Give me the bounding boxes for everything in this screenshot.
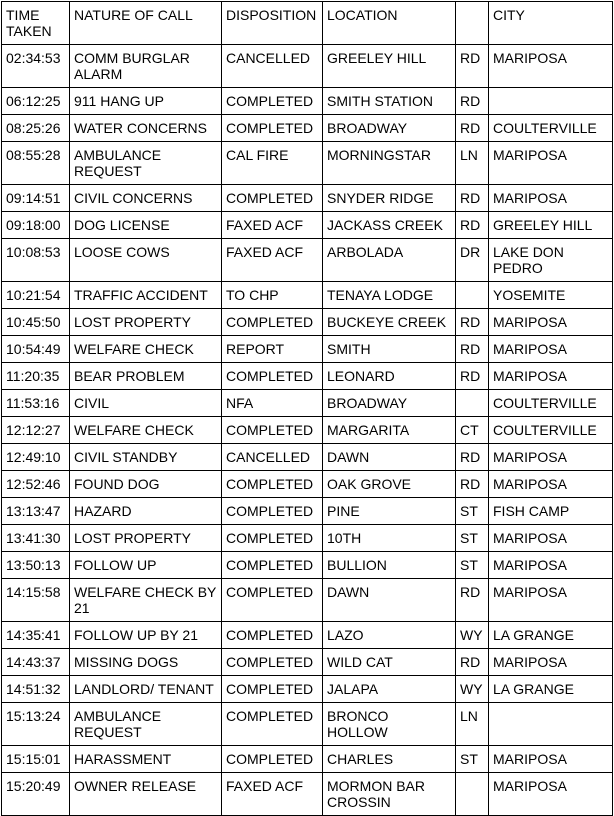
- location-cell: PINE: [323, 498, 456, 525]
- disposition-cell: FAXED ACF: [222, 773, 323, 816]
- nature-cell: COMM BURGLAR ALARM: [70, 45, 222, 88]
- table-row: [2, 142, 613, 185]
- time-cell: 09:18:00: [2, 212, 70, 239]
- disposition-cell: COMPLETED: [222, 185, 323, 212]
- table-row: [2, 336, 613, 363]
- location-cell: LEONARD: [323, 363, 456, 390]
- city-cell: MARIPOSA: [489, 525, 613, 552]
- time-cell: 14:35:41: [2, 622, 70, 649]
- nature-cell: WELFARE CHECK: [70, 336, 222, 363]
- disposition-cell: CAL FIRE: [222, 142, 323, 185]
- disposition-cell: COMPLETED: [222, 417, 323, 444]
- disposition-cell: NFA: [222, 390, 323, 417]
- city-cell: FISH CAMP: [489, 498, 613, 525]
- table-row: [2, 185, 613, 212]
- city-cell: MARIPOSA: [489, 552, 613, 579]
- header-suffix: [456, 2, 489, 45]
- time-cell: 14:51:32: [2, 676, 70, 703]
- table-row: [2, 498, 613, 525]
- location-cell: JALAPA: [323, 676, 456, 703]
- table-row: [2, 239, 613, 282]
- table-row: [2, 649, 613, 676]
- location-cell: CHARLES: [323, 746, 456, 773]
- city-cell: MARIPOSA: [489, 444, 613, 471]
- suffix-cell: ST: [456, 552, 489, 579]
- table-row: [2, 390, 613, 417]
- table-row: [2, 417, 613, 444]
- nature-cell: BEAR PROBLEM: [70, 363, 222, 390]
- table-row: [2, 579, 613, 622]
- nature-cell: DOG LICENSE: [70, 212, 222, 239]
- suffix-cell: [456, 773, 489, 816]
- time-cell: 12:52:46: [2, 471, 70, 498]
- suffix-cell: RD: [456, 579, 489, 622]
- time-cell: 11:20:35: [2, 363, 70, 390]
- suffix-cell: [456, 390, 489, 417]
- disposition-cell: CANCELLED: [222, 444, 323, 471]
- call-log-table: [1, 1, 613, 816]
- location-cell: BRONCO HOLLOW: [323, 703, 456, 746]
- table-row: [2, 552, 613, 579]
- disposition-cell: COMPLETED: [222, 579, 323, 622]
- suffix-cell: RD: [456, 649, 489, 676]
- table-row: [2, 703, 613, 746]
- table-row: [2, 525, 613, 552]
- disposition-cell: COMPLETED: [222, 622, 323, 649]
- table-row: [2, 622, 613, 649]
- nature-cell: AMBULANCE REQUEST: [70, 142, 222, 185]
- location-cell: GREELEY HILL: [323, 45, 456, 88]
- suffix-cell: [456, 282, 489, 309]
- nature-cell: LOOSE COWS: [70, 239, 222, 282]
- time-cell: 13:50:13: [2, 552, 70, 579]
- city-cell: MARIPOSA: [489, 142, 613, 185]
- city-cell: COULTERVILLE: [489, 417, 613, 444]
- city-cell: COULTERVILLE: [489, 390, 613, 417]
- suffix-cell: WY: [456, 676, 489, 703]
- location-cell: DAWN: [323, 579, 456, 622]
- nature-cell: LOST PROPERTY: [70, 309, 222, 336]
- disposition-cell: COMPLETED: [222, 676, 323, 703]
- table-row: [2, 471, 613, 498]
- location-cell: OAK GROVE: [323, 471, 456, 498]
- nature-cell: HARASSMENT: [70, 746, 222, 773]
- city-cell: MARIPOSA: [489, 773, 613, 816]
- time-cell: 10:08:53: [2, 239, 70, 282]
- header-location: LOCATION: [323, 2, 456, 45]
- time-cell: 14:43:37: [2, 649, 70, 676]
- city-cell: [489, 703, 613, 746]
- time-cell: 08:25:26: [2, 115, 70, 142]
- location-cell: JACKASS CREEK: [323, 212, 456, 239]
- suffix-cell: RD: [456, 363, 489, 390]
- table-row: [2, 773, 613, 816]
- suffix-cell: RD: [456, 115, 489, 142]
- location-cell: 10TH: [323, 525, 456, 552]
- table-body: [2, 45, 613, 816]
- disposition-cell: COMPLETED: [222, 703, 323, 746]
- nature-cell: 911 HANG UP: [70, 88, 222, 115]
- disposition-cell: FAXED ACF: [222, 239, 323, 282]
- table-row: [2, 212, 613, 239]
- city-cell: YOSEMITE: [489, 282, 613, 309]
- city-cell: MARIPOSA: [489, 363, 613, 390]
- table-row: [2, 676, 613, 703]
- suffix-cell: RD: [456, 45, 489, 88]
- suffix-cell: WY: [456, 622, 489, 649]
- time-cell: 08:55:28: [2, 142, 70, 185]
- time-cell: 15:13:24: [2, 703, 70, 746]
- nature-cell: FOLLOW UP: [70, 552, 222, 579]
- time-cell: 12:49:10: [2, 444, 70, 471]
- table-row: [2, 444, 613, 471]
- nature-cell: FOLLOW UP BY 21: [70, 622, 222, 649]
- table-row: [2, 746, 613, 773]
- disposition-cell: REPORT: [222, 336, 323, 363]
- time-cell: 12:12:27: [2, 417, 70, 444]
- time-cell: 13:41:30: [2, 525, 70, 552]
- city-cell: MARIPOSA: [489, 471, 613, 498]
- time-cell: 15:20:49: [2, 773, 70, 816]
- header-nature-of-call: NATURE OF CALL: [70, 2, 222, 45]
- location-cell: WILD CAT: [323, 649, 456, 676]
- disposition-cell: FAXED ACF: [222, 212, 323, 239]
- location-cell: TENAYA LODGE: [323, 282, 456, 309]
- location-cell: MARGARITA: [323, 417, 456, 444]
- nature-cell: AMBULANCE REQUEST: [70, 703, 222, 746]
- disposition-cell: COMPLETED: [222, 525, 323, 552]
- time-cell: 10:21:54: [2, 282, 70, 309]
- city-cell: LA GRANGE: [489, 622, 613, 649]
- city-cell: MARIPOSA: [489, 309, 613, 336]
- suffix-cell: RD: [456, 336, 489, 363]
- suffix-cell: ST: [456, 525, 489, 552]
- city-cell: MARIPOSA: [489, 45, 613, 88]
- disposition-cell: COMPLETED: [222, 115, 323, 142]
- nature-cell: LANDLORD/ TENANT: [70, 676, 222, 703]
- location-cell: ARBOLADA: [323, 239, 456, 282]
- location-cell: MORMON BAR CROSSIN: [323, 773, 456, 816]
- nature-cell: CIVIL CONCERNS: [70, 185, 222, 212]
- location-cell: LAZO: [323, 622, 456, 649]
- disposition-cell: COMPLETED: [222, 363, 323, 390]
- suffix-cell: RD: [456, 212, 489, 239]
- suffix-cell: CT: [456, 417, 489, 444]
- disposition-cell: COMPLETED: [222, 552, 323, 579]
- suffix-cell: RD: [456, 185, 489, 212]
- suffix-cell: LN: [456, 703, 489, 746]
- nature-cell: FOUND DOG: [70, 471, 222, 498]
- city-cell: COULTERVILLE: [489, 115, 613, 142]
- nature-cell: TRAFFIC ACCIDENT: [70, 282, 222, 309]
- location-cell: DAWN: [323, 444, 456, 471]
- city-cell: LA GRANGE: [489, 676, 613, 703]
- header-city: CITY: [489, 2, 613, 45]
- time-cell: 06:12:25: [2, 88, 70, 115]
- disposition-cell: COMPLETED: [222, 309, 323, 336]
- city-cell: LAKE DON PEDRO: [489, 239, 613, 282]
- table-row: [2, 45, 613, 88]
- disposition-cell: COMPLETED: [222, 498, 323, 525]
- location-cell: SNYDER RIDGE: [323, 185, 456, 212]
- disposition-cell: COMPLETED: [222, 88, 323, 115]
- disposition-cell: CANCELLED: [222, 45, 323, 88]
- table-row: [2, 363, 613, 390]
- time-cell: 10:45:50: [2, 309, 70, 336]
- nature-cell: MISSING DOGS: [70, 649, 222, 676]
- nature-cell: WELFARE CHECK: [70, 417, 222, 444]
- disposition-cell: TO CHP: [222, 282, 323, 309]
- location-cell: BROADWAY: [323, 390, 456, 417]
- time-cell: 02:34:53: [2, 45, 70, 88]
- city-cell: MARIPOSA: [489, 649, 613, 676]
- nature-cell: CIVIL STANDBY: [70, 444, 222, 471]
- header-row: [2, 2, 613, 45]
- time-cell: 10:54:49: [2, 336, 70, 363]
- location-cell: SMITH STATION: [323, 88, 456, 115]
- location-cell: BULLION: [323, 552, 456, 579]
- time-cell: 09:14:51: [2, 185, 70, 212]
- nature-cell: HAZARD: [70, 498, 222, 525]
- disposition-cell: COMPLETED: [222, 649, 323, 676]
- suffix-cell: DR: [456, 239, 489, 282]
- disposition-cell: COMPLETED: [222, 746, 323, 773]
- time-cell: 14:15:58: [2, 579, 70, 622]
- location-cell: BUCKEYE CREEK: [323, 309, 456, 336]
- nature-cell: CIVIL: [70, 390, 222, 417]
- nature-cell: WELFARE CHECK BY 21: [70, 579, 222, 622]
- header-time-taken: TIME TAKEN: [2, 2, 70, 45]
- city-cell: GREELEY HILL: [489, 212, 613, 239]
- table-row: [2, 282, 613, 309]
- suffix-cell: ST: [456, 746, 489, 773]
- suffix-cell: RD: [456, 88, 489, 115]
- location-cell: BROADWAY: [323, 115, 456, 142]
- table-row: [2, 88, 613, 115]
- time-cell: 13:13:47: [2, 498, 70, 525]
- table-row: [2, 309, 613, 336]
- city-cell: MARIPOSA: [489, 746, 613, 773]
- disposition-cell: COMPLETED: [222, 471, 323, 498]
- suffix-cell: ST: [456, 498, 489, 525]
- suffix-cell: LN: [456, 142, 489, 185]
- time-cell: 15:15:01: [2, 746, 70, 773]
- nature-cell: LOST PROPERTY: [70, 525, 222, 552]
- nature-cell: OWNER RELEASE: [70, 773, 222, 816]
- table-row: [2, 115, 613, 142]
- city-cell: MARIPOSA: [489, 185, 613, 212]
- city-cell: MARIPOSA: [489, 579, 613, 622]
- suffix-cell: RD: [456, 444, 489, 471]
- time-cell: 11:53:16: [2, 390, 70, 417]
- suffix-cell: RD: [456, 309, 489, 336]
- location-cell: MORNINGSTAR: [323, 142, 456, 185]
- suffix-cell: RD: [456, 471, 489, 498]
- city-cell: [489, 88, 613, 115]
- location-cell: SMITH: [323, 336, 456, 363]
- nature-cell: WATER CONCERNS: [70, 115, 222, 142]
- header-disposition: DISPOSITION: [222, 2, 323, 45]
- city-cell: MARIPOSA: [489, 336, 613, 363]
